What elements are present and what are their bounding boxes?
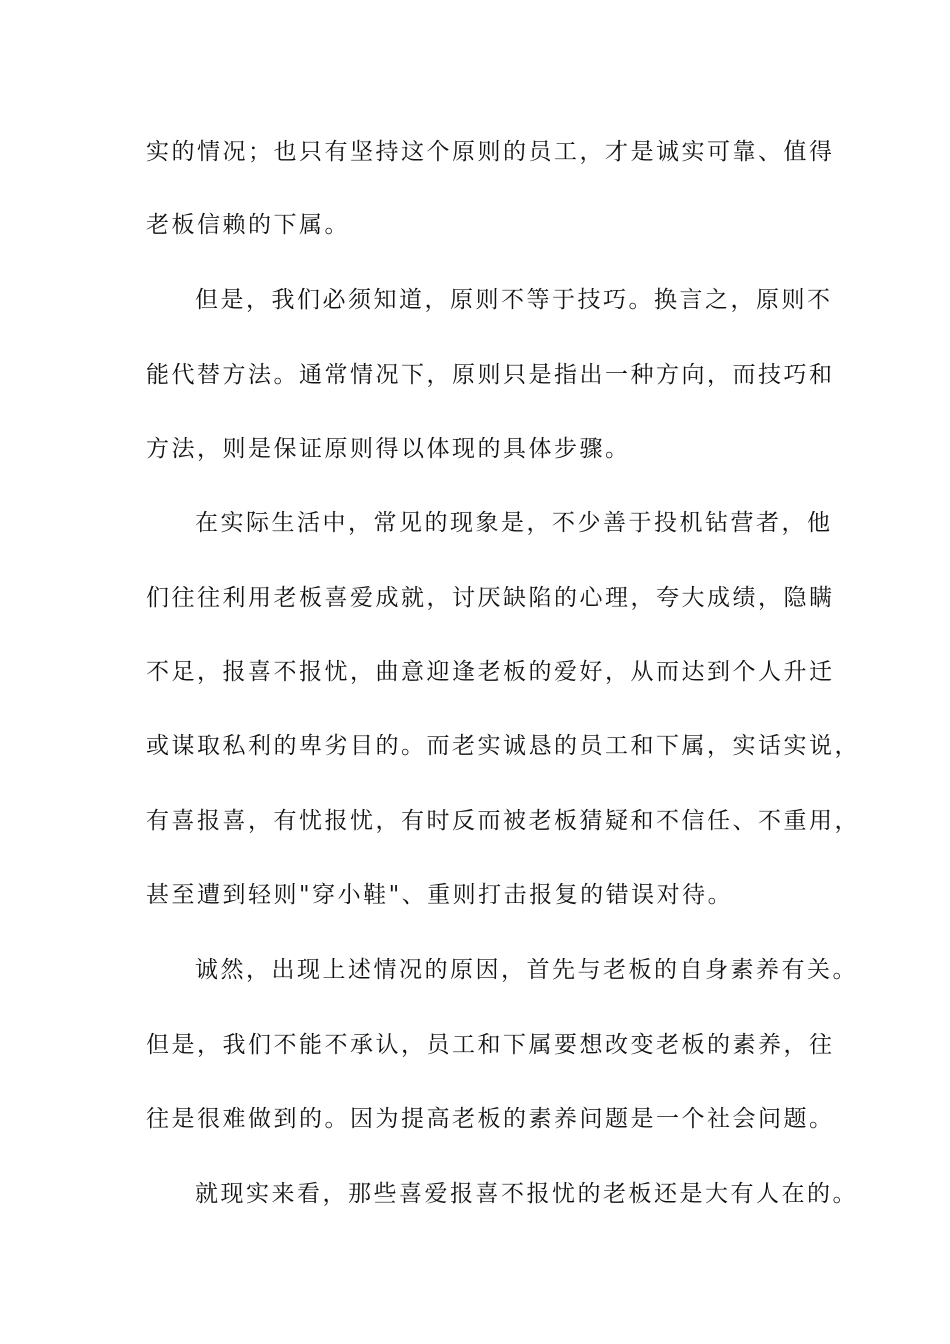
paragraph-first-line: 但是，我们必须知道，原则不等于技巧。换言之，原则不 [195,287,833,313]
paragraph-first-line: 就现实来看，那些喜爱报喜不报忧的老板还是大有人在的。 [195,1181,858,1207]
paragraph-first-line: 在实际生活中，常见的现象是，不少善于投机钻营者，他 [195,510,833,536]
text-line: 不足，报喜不报忧，曲意迎逢老板的爱好，从而达到个人升迁 [146,659,835,685]
text-line: 老板信赖的下属。 [146,212,350,238]
text-line: 往是很难做到的。因为提高老板的素养问题是一个社会问题。 [146,1106,835,1132]
text-line: 但是，我们不能不承认，员工和下属要想改变老板的素养，往 [146,1032,835,1058]
text-line: 甚至遭到轻则"穿小鞋"、重则打击报复的错误对待。 [146,882,734,908]
text-line: 能代替方法。通常情况下，原则只是指出一种方向，而技巧和 [146,362,835,388]
text-line: 有喜报喜，有忧报忧，有时反而被老板猜疑和不信任、不重用， [146,808,860,834]
text-line: 们往往利用老板喜爱成就，讨厌缺陷的心理，夸大成绩，隐瞒 [146,585,835,611]
paragraph-first-line: 诚然，出现上述情况的原因，首先与老板的自身素养有关。 [195,957,858,983]
text-line: 方法，则是保证原则得以体现的具体步骤。 [146,436,631,462]
text-line: 或谋取私利的卑劣目的。而老实诚恳的员工和下属，实话实说， [146,733,860,759]
text-line: 实的情况；也只有坚持这个原则的员工，才是诚实可靠、值得 [146,139,835,165]
